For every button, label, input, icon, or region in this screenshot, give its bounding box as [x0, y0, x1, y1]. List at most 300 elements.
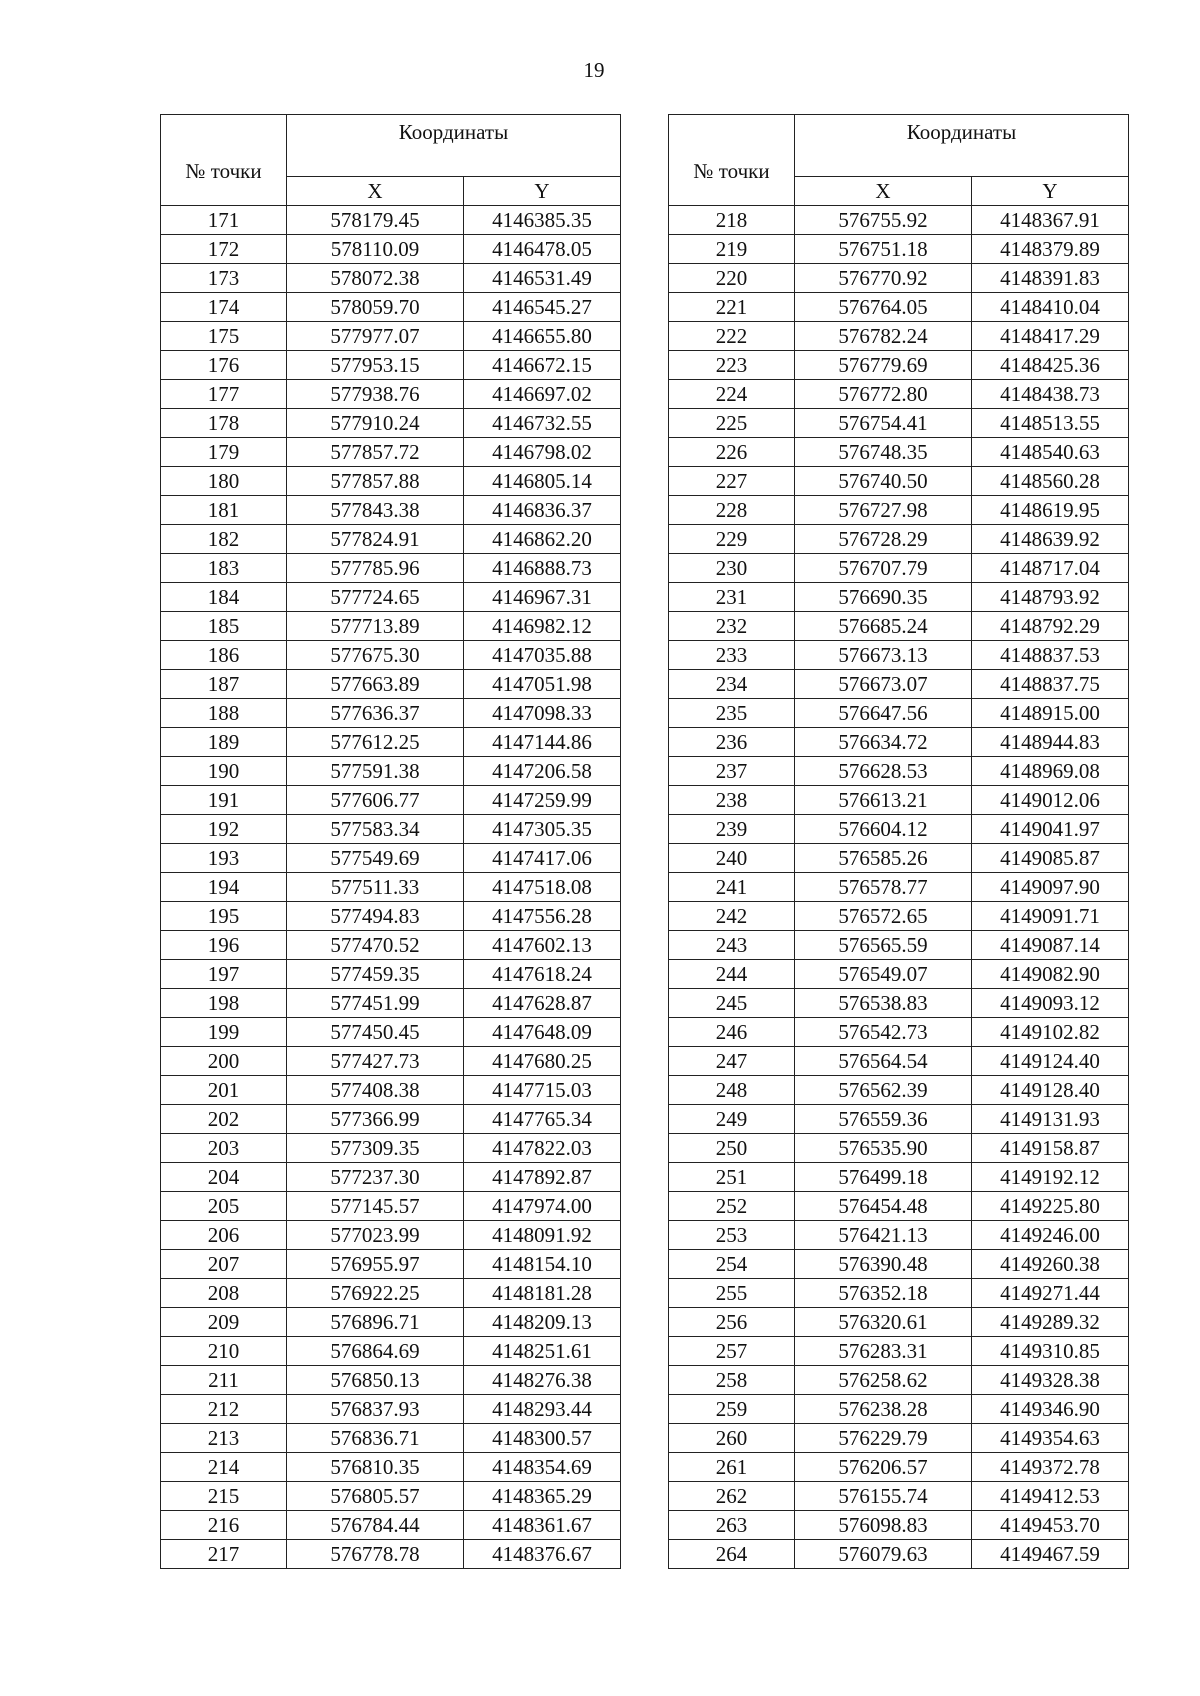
point-number-cell: 248 — [669, 1076, 795, 1105]
y-coordinate-cell: 4148513.55 — [972, 409, 1129, 438]
y-coordinate-cell: 4147602.13 — [464, 931, 621, 960]
table-row — [669, 206, 1129, 235]
x-coordinate-cell: 577612.25 — [287, 728, 464, 757]
point-number-cell: 256 — [669, 1308, 795, 1337]
y-coordinate-cell: 4149091.71 — [972, 902, 1129, 931]
x-coordinate-cell: 577910.24 — [287, 409, 464, 438]
table-row — [669, 583, 1129, 612]
coordinates-table-right — [668, 114, 1129, 1569]
y-coordinate-cell: 4146836.37 — [464, 496, 621, 525]
table-row — [669, 612, 1129, 641]
x-coordinate-cell: 576098.83 — [795, 1511, 972, 1540]
point-number-cell: 192 — [161, 815, 287, 844]
point-number-cell: 175 — [161, 322, 287, 351]
y-coordinate-cell: 4147098.33 — [464, 699, 621, 728]
x-coordinate-cell: 577459.35 — [287, 960, 464, 989]
y-coordinate-cell: 4148251.61 — [464, 1337, 621, 1366]
point-number-header: № точки — [161, 115, 287, 206]
x-coordinate-cell: 577606.77 — [287, 786, 464, 815]
table-row — [669, 1250, 1129, 1279]
table-row — [161, 351, 621, 380]
point-number-cell: 249 — [669, 1105, 795, 1134]
table-row — [669, 960, 1129, 989]
table-row — [161, 322, 621, 351]
y-coordinate-cell: 4148354.69 — [464, 1453, 621, 1482]
y-coordinate-cell: 4148154.10 — [464, 1250, 621, 1279]
table-body — [669, 206, 1129, 1569]
x-coordinate-cell: 577366.99 — [287, 1105, 464, 1134]
point-number-cell: 250 — [669, 1134, 795, 1163]
table-row — [161, 728, 621, 757]
table-row — [669, 641, 1129, 670]
point-number-cell: 245 — [669, 989, 795, 1018]
y-coordinate-cell: 4149310.85 — [972, 1337, 1129, 1366]
table-row — [669, 380, 1129, 409]
table-row — [669, 1453, 1129, 1482]
point-number-cell: 207 — [161, 1250, 287, 1279]
y-coordinate-cell: 4149372.78 — [972, 1453, 1129, 1482]
x-coordinate-cell: 576421.13 — [795, 1221, 972, 1250]
point-number-cell: 210 — [161, 1337, 287, 1366]
point-number-cell: 188 — [161, 699, 287, 728]
point-number-header: № точки — [669, 115, 795, 206]
point-number-cell: 244 — [669, 960, 795, 989]
table-row — [669, 873, 1129, 902]
table-row — [669, 235, 1129, 264]
table-row — [161, 786, 621, 815]
y-coordinate-cell: 4148379.89 — [972, 235, 1129, 264]
table-row — [161, 815, 621, 844]
y-coordinate-cell: 4146982.12 — [464, 612, 621, 641]
x-coordinate-cell: 576955.97 — [287, 1250, 464, 1279]
y-coordinate-cell: 4146385.35 — [464, 206, 621, 235]
y-coordinate-cell: 4147822.03 — [464, 1134, 621, 1163]
x-coordinate-cell: 576754.41 — [795, 409, 972, 438]
x-coordinate-cell: 577237.30 — [287, 1163, 464, 1192]
table-row — [161, 1337, 621, 1366]
point-number-cell: 237 — [669, 757, 795, 786]
point-number-cell: 181 — [161, 496, 287, 525]
x-coordinate-cell: 576572.65 — [795, 902, 972, 931]
y-coordinate-cell: 4148944.83 — [972, 728, 1129, 757]
y-coordinate-cell: 4146531.49 — [464, 264, 621, 293]
point-number-cell: 193 — [161, 844, 287, 873]
x-coordinate-cell: 577857.72 — [287, 438, 464, 467]
table-row — [669, 1540, 1129, 1569]
table-row — [669, 1221, 1129, 1250]
y-coordinate-cell: 4149041.97 — [972, 815, 1129, 844]
point-number-cell: 209 — [161, 1308, 287, 1337]
point-number-cell: 239 — [669, 815, 795, 844]
y-coordinate-cell: 4146697.02 — [464, 380, 621, 409]
y-coordinate-cell: 4147618.24 — [464, 960, 621, 989]
table-row — [669, 902, 1129, 931]
x-coordinate-cell: 577713.89 — [287, 612, 464, 641]
table-row — [161, 844, 621, 873]
point-number-cell: 198 — [161, 989, 287, 1018]
x-coordinate-cell: 578179.45 — [287, 206, 464, 235]
point-number-cell: 219 — [669, 235, 795, 264]
point-number-cell: 187 — [161, 670, 287, 699]
x-coordinate-cell: 577977.07 — [287, 322, 464, 351]
point-number-cell: 220 — [669, 264, 795, 293]
y-coordinate-cell: 4146478.05 — [464, 235, 621, 264]
table-row — [669, 699, 1129, 728]
x-coordinate-cell: 576707.79 — [795, 554, 972, 583]
point-number-cell: 199 — [161, 1018, 287, 1047]
table-row — [669, 1366, 1129, 1395]
table-row — [161, 496, 621, 525]
point-number-cell: 262 — [669, 1482, 795, 1511]
table-row — [161, 206, 621, 235]
point-number-cell: 214 — [161, 1453, 287, 1482]
y-coordinate-cell: 4148793.92 — [972, 583, 1129, 612]
table-row — [669, 438, 1129, 467]
coordinates-header: Координаты — [287, 115, 621, 177]
x-coordinate-cell: 576538.83 — [795, 989, 972, 1018]
table-row — [161, 1163, 621, 1192]
x-coordinate-cell: 576727.98 — [795, 496, 972, 525]
table-row — [669, 815, 1129, 844]
table-row — [161, 1395, 621, 1424]
table-row — [669, 264, 1129, 293]
point-number-cell: 261 — [669, 1453, 795, 1482]
x-coordinate-cell: 576320.61 — [795, 1308, 972, 1337]
table-row — [161, 1192, 621, 1221]
x-coordinate-cell: 578110.09 — [287, 235, 464, 264]
table-row — [161, 902, 621, 931]
y-coordinate-cell: 4148365.29 — [464, 1482, 621, 1511]
x-coordinate-cell: 576564.54 — [795, 1047, 972, 1076]
y-coordinate-cell: 4149093.12 — [972, 989, 1129, 1018]
x-coordinate-cell: 577145.57 — [287, 1192, 464, 1221]
point-number-cell: 176 — [161, 351, 287, 380]
table-row — [669, 670, 1129, 699]
x-coordinate-cell: 576764.05 — [795, 293, 972, 322]
x-coordinate-cell: 577843.38 — [287, 496, 464, 525]
table-row — [669, 1308, 1129, 1337]
point-number-cell: 255 — [669, 1279, 795, 1308]
x-coordinate-cell: 577549.69 — [287, 844, 464, 873]
x-header: X — [287, 177, 464, 206]
table-row — [669, 1134, 1129, 1163]
point-number-cell: 171 — [161, 206, 287, 235]
table-row — [669, 1424, 1129, 1453]
point-number-cell: 233 — [669, 641, 795, 670]
point-number-cell: 223 — [669, 351, 795, 380]
y-coordinate-cell: 4146545.27 — [464, 293, 621, 322]
table-row — [161, 1250, 621, 1279]
x-coordinate-cell: 576628.53 — [795, 757, 972, 786]
point-number-cell: 236 — [669, 728, 795, 757]
point-number-cell: 186 — [161, 641, 287, 670]
x-coordinate-cell: 576673.13 — [795, 641, 972, 670]
y-coordinate-cell: 4149097.90 — [972, 873, 1129, 902]
x-coordinate-cell: 576685.24 — [795, 612, 972, 641]
x-coordinate-cell: 577675.30 — [287, 641, 464, 670]
y-coordinate-cell: 4149328.38 — [972, 1366, 1129, 1395]
point-number-cell: 232 — [669, 612, 795, 641]
table-row — [161, 1308, 621, 1337]
point-number-cell: 215 — [161, 1482, 287, 1511]
table-row — [669, 1279, 1129, 1308]
point-number-cell: 246 — [669, 1018, 795, 1047]
x-coordinate-cell: 576810.35 — [287, 1453, 464, 1482]
table-row — [161, 670, 621, 699]
y-coordinate-cell: 4147765.34 — [464, 1105, 621, 1134]
coordinates-table-left — [160, 114, 621, 1569]
x-coordinate-cell: 576562.39 — [795, 1076, 972, 1105]
y-coordinate-cell: 4149271.44 — [972, 1279, 1129, 1308]
y-coordinate-cell: 4146967.31 — [464, 583, 621, 612]
x-coordinate-cell: 577494.83 — [287, 902, 464, 931]
x-coordinate-cell: 578059.70 — [287, 293, 464, 322]
table-row — [161, 699, 621, 728]
x-coordinate-cell: 576079.63 — [795, 1540, 972, 1569]
y-coordinate-cell: 4149354.63 — [972, 1424, 1129, 1453]
y-coordinate-cell: 4147715.03 — [464, 1076, 621, 1105]
table-row — [669, 409, 1129, 438]
table-row — [669, 1076, 1129, 1105]
y-coordinate-cell: 4149124.40 — [972, 1047, 1129, 1076]
x-coordinate-cell: 577636.37 — [287, 699, 464, 728]
y-coordinate-cell: 4149246.00 — [972, 1221, 1129, 1250]
point-number-cell: 189 — [161, 728, 287, 757]
y-coordinate-cell: 4149158.87 — [972, 1134, 1129, 1163]
y-coordinate-cell: 4149082.90 — [972, 960, 1129, 989]
point-number-cell: 216 — [161, 1511, 287, 1540]
y-coordinate-cell: 4149289.32 — [972, 1308, 1129, 1337]
point-number-cell: 229 — [669, 525, 795, 554]
y-coordinate-cell: 4149467.59 — [972, 1540, 1129, 1569]
table-row — [161, 1366, 621, 1395]
x-coordinate-cell: 576585.26 — [795, 844, 972, 873]
x-coordinate-cell: 577023.99 — [287, 1221, 464, 1250]
point-number-cell: 260 — [669, 1424, 795, 1453]
table-row — [161, 612, 621, 641]
x-coordinate-cell: 576782.24 — [795, 322, 972, 351]
table-row — [161, 989, 621, 1018]
x-coordinate-cell: 577309.35 — [287, 1134, 464, 1163]
point-number-cell: 212 — [161, 1395, 287, 1424]
point-number-cell: 241 — [669, 873, 795, 902]
table-row — [161, 1279, 621, 1308]
x-coordinate-cell: 576647.56 — [795, 699, 972, 728]
x-header: X — [795, 177, 972, 206]
x-coordinate-cell: 576229.79 — [795, 1424, 972, 1453]
x-coordinate-cell: 576772.80 — [795, 380, 972, 409]
table-row — [161, 960, 621, 989]
point-number-cell: 226 — [669, 438, 795, 467]
x-coordinate-cell: 576922.25 — [287, 1279, 464, 1308]
y-coordinate-cell: 4148639.92 — [972, 525, 1129, 554]
table-row — [161, 873, 621, 902]
y-coordinate-cell: 4148425.36 — [972, 351, 1129, 380]
x-coordinate-cell: 577663.89 — [287, 670, 464, 699]
table-row — [161, 1540, 621, 1569]
x-coordinate-cell: 577724.65 — [287, 583, 464, 612]
table-row — [669, 786, 1129, 815]
point-number-cell: 225 — [669, 409, 795, 438]
x-coordinate-cell: 576634.72 — [795, 728, 972, 757]
x-coordinate-cell: 577591.38 — [287, 757, 464, 786]
x-coordinate-cell: 576352.18 — [795, 1279, 972, 1308]
y-coordinate-cell: 4146732.55 — [464, 409, 621, 438]
y-coordinate-cell: 4148391.83 — [972, 264, 1129, 293]
x-coordinate-cell: 576779.69 — [795, 351, 972, 380]
y-coordinate-cell: 4149453.70 — [972, 1511, 1129, 1540]
x-coordinate-cell: 576728.29 — [795, 525, 972, 554]
table-row — [161, 409, 621, 438]
y-coordinate-cell: 4148300.57 — [464, 1424, 621, 1453]
x-coordinate-cell: 576390.48 — [795, 1250, 972, 1279]
point-number-cell: 213 — [161, 1424, 287, 1453]
y-coordinate-cell: 4147892.87 — [464, 1163, 621, 1192]
point-number-cell: 231 — [669, 583, 795, 612]
y-coordinate-cell: 4149102.82 — [972, 1018, 1129, 1047]
y-coordinate-cell: 4148410.04 — [972, 293, 1129, 322]
x-coordinate-cell: 576283.31 — [795, 1337, 972, 1366]
x-coordinate-cell: 576565.59 — [795, 931, 972, 960]
x-coordinate-cell: 576559.36 — [795, 1105, 972, 1134]
y-coordinate-cell: 4148969.08 — [972, 757, 1129, 786]
x-coordinate-cell: 576748.35 — [795, 438, 972, 467]
point-number-cell: 234 — [669, 670, 795, 699]
point-number-cell: 191 — [161, 786, 287, 815]
y-coordinate-cell: 4149012.06 — [972, 786, 1129, 815]
x-coordinate-cell: 576850.13 — [287, 1366, 464, 1395]
y-coordinate-cell: 4147144.86 — [464, 728, 621, 757]
table-row — [669, 467, 1129, 496]
y-coordinate-cell: 4146805.14 — [464, 467, 621, 496]
x-coordinate-cell: 576784.44 — [287, 1511, 464, 1540]
table-row — [161, 235, 621, 264]
x-coordinate-cell: 576673.07 — [795, 670, 972, 699]
x-coordinate-cell: 577427.73 — [287, 1047, 464, 1076]
point-number-cell: 263 — [669, 1511, 795, 1540]
point-number-cell: 222 — [669, 322, 795, 351]
x-coordinate-cell: 577785.96 — [287, 554, 464, 583]
point-number-cell: 204 — [161, 1163, 287, 1192]
y-coordinate-cell: 4149085.87 — [972, 844, 1129, 873]
point-number-cell: 172 — [161, 235, 287, 264]
x-coordinate-cell: 576778.78 — [287, 1540, 464, 1569]
table-row — [669, 757, 1129, 786]
point-number-cell: 194 — [161, 873, 287, 902]
point-number-cell: 230 — [669, 554, 795, 583]
table-row — [669, 554, 1129, 583]
x-coordinate-cell: 578072.38 — [287, 264, 464, 293]
x-coordinate-cell: 576604.12 — [795, 815, 972, 844]
y-coordinate-cell: 4148367.91 — [972, 206, 1129, 235]
table-row — [669, 1482, 1129, 1511]
y-coordinate-cell: 4147051.98 — [464, 670, 621, 699]
x-coordinate-cell: 577938.76 — [287, 380, 464, 409]
point-number-cell: 173 — [161, 264, 287, 293]
table-row — [161, 757, 621, 786]
x-coordinate-cell: 576837.93 — [287, 1395, 464, 1424]
table-row — [161, 380, 621, 409]
y-coordinate-cell: 4148361.67 — [464, 1511, 621, 1540]
table-row — [161, 1511, 621, 1540]
x-coordinate-cell: 577857.88 — [287, 467, 464, 496]
table-row — [161, 1076, 621, 1105]
point-number-cell: 235 — [669, 699, 795, 728]
x-coordinate-cell: 577583.34 — [287, 815, 464, 844]
x-coordinate-cell: 576206.57 — [795, 1453, 972, 1482]
point-number-cell: 257 — [669, 1337, 795, 1366]
table-row — [161, 931, 621, 960]
y-coordinate-cell: 4148619.95 — [972, 496, 1129, 525]
table-row — [161, 525, 621, 554]
table-row — [669, 1018, 1129, 1047]
y-coordinate-cell: 4148209.13 — [464, 1308, 621, 1337]
x-coordinate-cell: 576155.74 — [795, 1482, 972, 1511]
x-coordinate-cell: 576740.50 — [795, 467, 972, 496]
point-number-cell: 240 — [669, 844, 795, 873]
point-number-cell: 180 — [161, 467, 287, 496]
point-number-cell: 182 — [161, 525, 287, 554]
y-coordinate-cell: 4146655.80 — [464, 322, 621, 351]
point-number-cell: 184 — [161, 583, 287, 612]
y-coordinate-cell: 4149192.12 — [972, 1163, 1129, 1192]
point-number-cell: 227 — [669, 467, 795, 496]
table-row — [669, 989, 1129, 1018]
y-coordinate-cell: 4147680.25 — [464, 1047, 621, 1076]
table-row — [161, 641, 621, 670]
table-row — [669, 322, 1129, 351]
y-coordinate-cell: 4146888.73 — [464, 554, 621, 583]
y-coordinate-cell: 4148837.53 — [972, 641, 1129, 670]
point-number-cell: 253 — [669, 1221, 795, 1250]
y-coordinate-cell: 4149412.53 — [972, 1482, 1129, 1511]
point-number-cell: 251 — [669, 1163, 795, 1192]
point-number-cell: 185 — [161, 612, 287, 641]
point-number-cell: 208 — [161, 1279, 287, 1308]
point-number-cell: 195 — [161, 902, 287, 931]
point-number-cell: 228 — [669, 496, 795, 525]
x-coordinate-cell: 576864.69 — [287, 1337, 464, 1366]
table-row — [161, 438, 621, 467]
y-coordinate-cell: 4149346.90 — [972, 1395, 1129, 1424]
table-row — [669, 496, 1129, 525]
x-coordinate-cell: 576258.62 — [795, 1366, 972, 1395]
y-coordinate-cell: 4147259.99 — [464, 786, 621, 815]
y-coordinate-cell: 4148837.75 — [972, 670, 1129, 699]
y-coordinate-cell: 4146672.15 — [464, 351, 621, 380]
table-body — [161, 206, 621, 1569]
point-number-cell: 259 — [669, 1395, 795, 1424]
x-coordinate-cell: 576454.48 — [795, 1192, 972, 1221]
x-coordinate-cell: 576770.92 — [795, 264, 972, 293]
x-coordinate-cell: 576836.71 — [287, 1424, 464, 1453]
point-number-cell: 254 — [669, 1250, 795, 1279]
table-row — [161, 1047, 621, 1076]
point-number-cell: 242 — [669, 902, 795, 931]
point-number-cell: 205 — [161, 1192, 287, 1221]
y-coordinate-cell: 4149260.38 — [972, 1250, 1129, 1279]
point-number-cell: 258 — [669, 1366, 795, 1395]
y-header: Y — [464, 177, 621, 206]
y-coordinate-cell: 4148792.29 — [972, 612, 1129, 641]
y-coordinate-cell: 4147206.58 — [464, 757, 621, 786]
table-row — [669, 844, 1129, 873]
x-coordinate-cell: 576755.92 — [795, 206, 972, 235]
point-number-cell: 177 — [161, 380, 287, 409]
coordinates-header: Координаты — [795, 115, 1129, 177]
y-coordinate-cell: 4148276.38 — [464, 1366, 621, 1395]
y-coordinate-cell: 4147974.00 — [464, 1192, 621, 1221]
